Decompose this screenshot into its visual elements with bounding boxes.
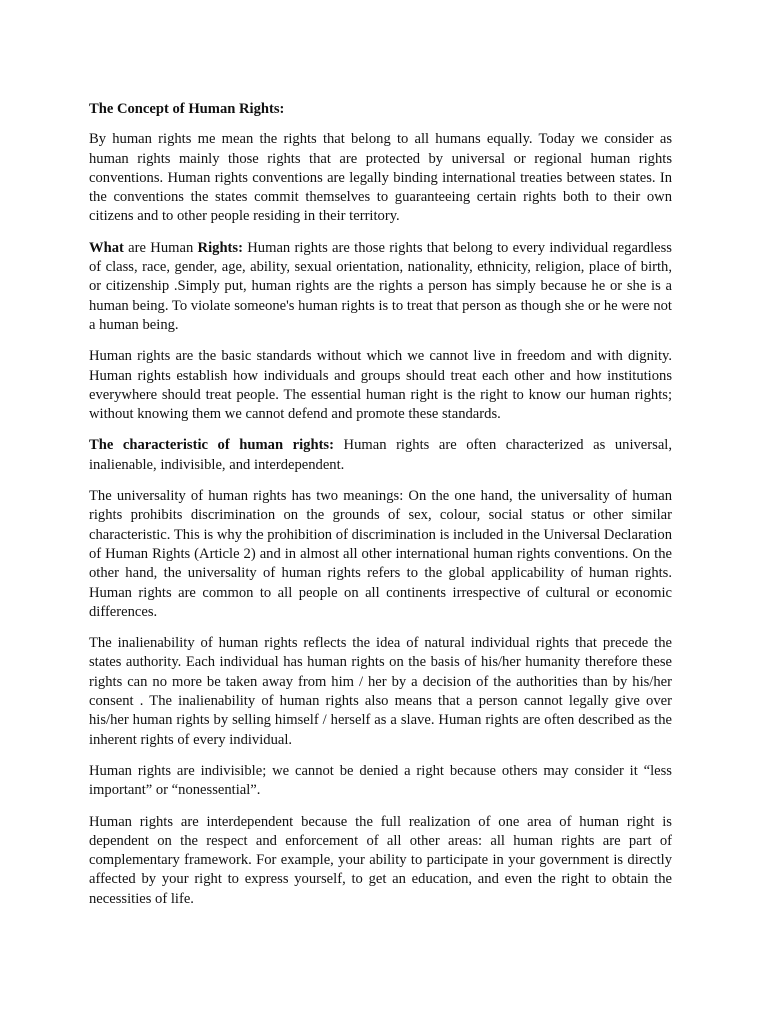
paragraph-indivisibility: Human rights are indivisible; we cannot be denied a right because others may consider it “less important” or “nonessential”. — [89, 762, 672, 799]
paragraph-basic-standards: Human rights are the basic standards without which we cannot live in freedom and with dignity. Human rights establish how individuals and groups should treat each other and how institutions everywhere should treat people. The essential human right is the right to know our human rights; without knowing them we cannot defend and promote these standards. — [89, 348, 672, 423]
document-title: The Concept of Human Rights: — [89, 101, 285, 117]
paragraph-characteristics — [89, 436, 672, 475]
text-are-human: are Human — [123, 239, 198, 256]
paragraph-definition: By human rights me mean the rights that belong to all humans equally. Today we consider as human rights mainly those rights that are protected by universal or regional human rights conventions. Human rights conventions are legally binding international treaties between states. In the conventions the states commit themselves to guaranteeing certain rights both to their own citizens and to other people residing in their territory. — [89, 131, 672, 225]
bold-what: What — [89, 239, 124, 256]
paragraph-what-are-human-rights — [89, 239, 672, 335]
paragraph-inalienability: The inalienability of human rights reflects the idea of natural individual rights that precede the states authority. Each individual has human rights on the basis of his/her humanity therefore these rights can no more be taken away from him / her by a decision of the authorities than by his/her consent . The inalienability of human rights also means that a person cannot legally give over his/her human rights by selling himself / herself as a slave. Human rights are often described as the inherent rights of every individual. — [89, 635, 672, 748]
text-what-are-body: Human rights are those rights that belong to every individual regardless of class, race, gender, age, ability, sexual orientation, nationality, ethnicity, religion, place of birth, or citizenship .Simply put, human rights are the rights a person has simply because he or she is a human being. To violate someone's human rights is to treat that person as though she or he were not a human being. — [89, 239, 672, 333]
text-characteristics-body: Human rights are often characterized as universal, inalienable, indivisible, and interdependent. — [89, 437, 673, 473]
bold-characteristic-heading: The characteristic of human rights: — [89, 437, 334, 454]
paragraph-interdependence: Human rights are interdependent because the full realization of one area of human right is dependent on the respect and enforcement of all other areas: all human rights are part of complementary framework. For example, your ability to participate in your government is directly affected by your right to express yourself, to get an education, and even the right to obtain the necessities of life. — [89, 813, 672, 907]
bold-rights: Rights: — [197, 239, 243, 256]
paragraph-universality: The universality of human rights has two meanings: On the one hand, the universality of human rights prohibits discrimination on the grounds of sex, colour, social status or other similar characteristic. This is why the prohibition of discrimination is included in the Universal Declaration of Human Rights (Article 2) and in almost all other international human rights conventions. On the other hand, the universality of human rights refers to the global applicability of human rights. Human rights are common to all people on all continents irrespective of cultural or economic differences. — [89, 488, 672, 620]
document-body — [89, 100, 672, 921]
